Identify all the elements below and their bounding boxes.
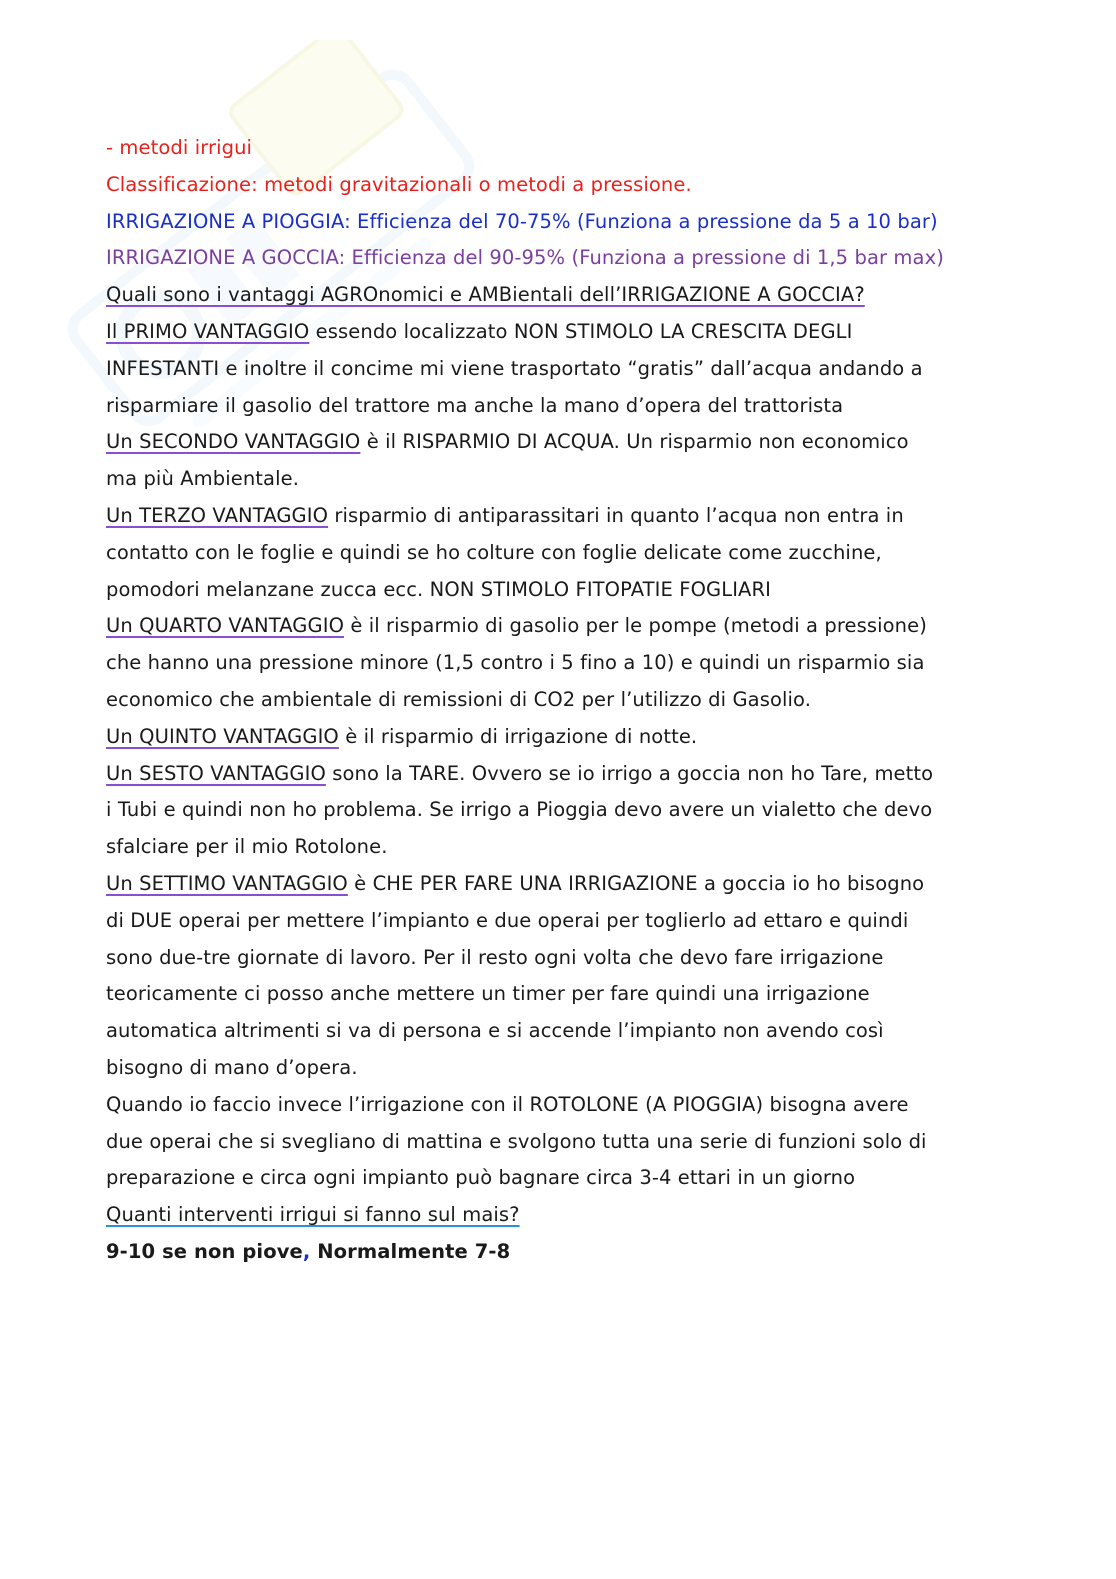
- advantage-7: Un SETTIMO VANTAGGIO è CHE PER FARE UNA IRRIGAZIONE a goccia io ho bisogno: [106, 871, 925, 895]
- advantage-4: Un QUARTO VANTAGGIO è il risparmio di gasolio per le pompe (metodi a pressione): [106, 614, 927, 638]
- paragraph-line: i Tubi e quindi non ho problema. Se irrigo a Pioggia devo avere un vialetto che devo: [106, 798, 933, 822]
- rotolone-paragraph: Quando io faccio invece l’irrigazione con il ROTOLONE (A PIOGGIA) bisogna avere: [106, 1092, 909, 1116]
- paragraph-line: bisogno di mano d’opera.: [106, 1055, 358, 1079]
- advantage-heading: Un QUINTO VANTAGGIO: [106, 724, 339, 748]
- classification-line: Classificazione: metodi gravitazionali o metodi a pressione.: [106, 172, 692, 196]
- paragraph-line: sfalciare per il mio Rotolone.: [106, 835, 388, 859]
- paragraph-line: risparmiare il gasolio del trattore ma anche la mano d’opera del trattorista: [106, 393, 844, 417]
- answer-maize: 9-10 se non piove, Normalmente 7-8: [106, 1239, 511, 1263]
- advantage-heading: Un TERZO VANTAGGIO: [106, 503, 329, 527]
- advantage-1: Il PRIMO VANTAGGIO essendo localizzato NON STIMOLO LA CRESCITA DEGLI: [106, 319, 853, 343]
- paragraph-line: contatto con le foglie e quindi se ho colture con foglie delicate come zucchine,: [106, 540, 882, 564]
- advantage-heading: Un QUARTO VANTAGGIO: [106, 614, 345, 638]
- advantage-3: Un TERZO VANTAGGIO risparmio di antiparassitari in quanto l’acqua non entra in: [106, 503, 904, 527]
- question-advantages: Quali sono i vantaggi AGROnomici e AMBientali dell’IRRIGAZIONE A GOCCIA?: [106, 283, 865, 307]
- paragraph-line: che hanno una pressione minore (1,5 contro i 5 fino a 10) e quindi un risparmio sia: [106, 651, 925, 675]
- paragraph-line: economico che ambientale di remissioni di CO2 per l’utilizzo di Gasolio.: [106, 687, 812, 711]
- advantage-6: Un SESTO VANTAGGIO sono la TARE. Ovvero se io irrigo a goccia non ho Tare, metto: [106, 761, 934, 785]
- advantage-heading: Il PRIMO VANTAGGIO: [106, 319, 310, 343]
- advantage-5: Un QUINTO VANTAGGIO è il risparmio di irrigazione di notte.: [106, 724, 698, 748]
- paragraph-line: automatica altrimenti si va di persona e si accende l’impianto non avendo così: [106, 1019, 884, 1043]
- advantage-heading: Un SECONDO VANTAGGIO: [106, 430, 361, 454]
- sprinkler-efficiency: IRRIGAZIONE A PIOGGIA: Efficienza del 70-75% (Funziona a pressione da 5 a 10 bar): [106, 209, 938, 233]
- paragraph-line: di DUE operai per mettere l’impianto e due operai per toglierlo ad ettaro e quindi: [106, 908, 909, 932]
- section-title: - metodi irrigui: [106, 136, 253, 159]
- drip-efficiency: IRRIGAZIONE A GOCCIA: Efficienza del 90-95% (Funziona a pressione di 1,5 bar max): [106, 246, 944, 270]
- advantage-heading: Un SESTO VANTAGGIO: [106, 761, 326, 785]
- paragraph-line: preparazione e circa ogni impianto può bagnare circa 3-4 ettari in un giorno: [106, 1166, 856, 1190]
- paragraph-line: pomodori melanzane zucca ecc. NON STIMOLO FITOPATIE FOGLIARI: [106, 577, 771, 601]
- paragraph-line: sono due-tre giornate di lavoro. Per il resto ogni volta che devo fare irrigazione: [106, 945, 884, 969]
- question-maize: Quanti interventi irrigui si fanno sul mais?: [106, 1203, 520, 1227]
- document-body: [106, 130, 1006, 1271]
- advantage-heading: Un SETTIMO VANTAGGIO: [106, 871, 348, 895]
- paragraph-line: teoricamente ci posso anche mettere un timer per fare quindi una irrigazione: [106, 982, 870, 1006]
- paragraph-line: due operai che si svegliano di mattina e svolgono tutta una serie di funzioni solo di: [106, 1129, 927, 1153]
- advantage-2: Un SECONDO VANTAGGIO è il RISPARMIO DI ACQUA. Un risparmio non economico: [106, 430, 909, 454]
- paragraph-line: ma più Ambientale.: [106, 467, 299, 491]
- paragraph-line: INFESTANTI e inoltre il concime mi viene trasportato “gratis” dall’acqua andando a: [106, 356, 923, 380]
